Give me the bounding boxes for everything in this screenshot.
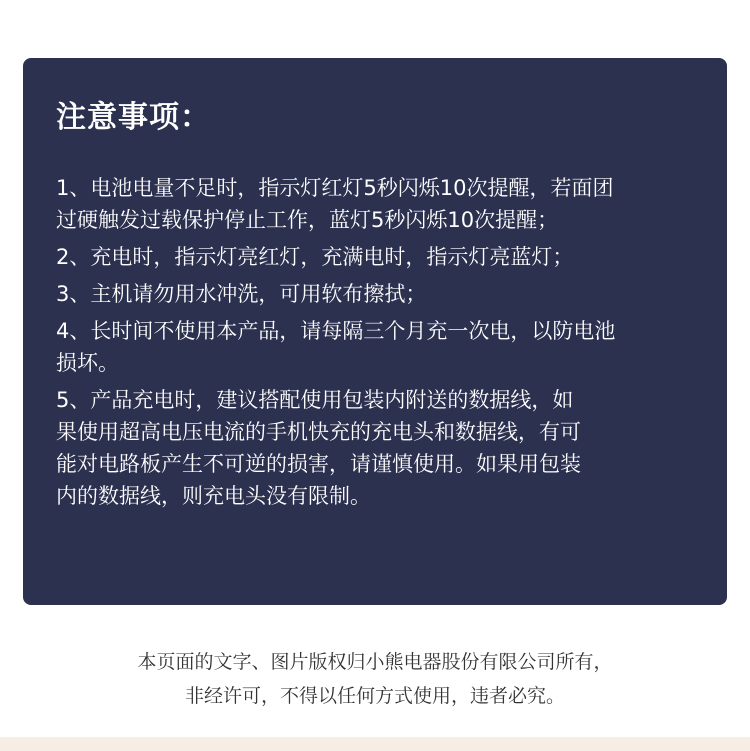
notice-item-1 (56, 172, 697, 236)
copyright-line-2: 非经许可，不得以任何方式使用，违者必究。 (184, 685, 565, 707)
notice-item-5-line-2: 果使用超高电压电流的手机快充的充电头和数据线，有可 (56, 420, 581, 444)
notice-item-5 (56, 384, 697, 512)
copyright-line-1: 本页面的文字、图片版权归小熊电器股份有限公司所有， (137, 651, 613, 673)
notice-item-5-line-3: 能对电路板产生不可逆的损害，请谨慎使用。如果用包装 (56, 452, 581, 476)
notice-item-2 (56, 241, 697, 273)
bottom-band (0, 737, 750, 751)
notice-item-4-line-2: 损坏。 (56, 351, 119, 375)
notice-item-5-line-4: 内的数据线，则充电头没有限制。 (56, 484, 371, 508)
notice-item-1-line-2: 过硬触发过载保护停止工作，蓝灯5秒闪烁10次提醒； (56, 208, 559, 232)
notice-card (23, 58, 727, 605)
notice-item-3 (56, 278, 697, 310)
notice-item-1-line-1: 1、电池电量不足时，指示灯红灯5秒闪烁10次提醒，若面团 (56, 176, 614, 200)
notice-item-4-line-1: 4、长时间不使用本产品，请每隔三个月充一次电，以防电池 (56, 319, 616, 343)
notice-item-2-line-1: 2、充电时，指示灯亮红灯，充满电时，指示灯亮蓝灯； (56, 245, 574, 269)
notice-item-4 (56, 315, 697, 379)
notice-item-5-line-1: 5、产品充电时，建议搭配使用包装内附送的数据线，如 (56, 388, 574, 412)
notice-item-3-line-1: 3、主机请勿用水冲洗，可用软布擦拭； (56, 282, 427, 306)
notice-list (56, 172, 697, 512)
notice-title: 注意事项： (56, 100, 211, 135)
copyright-notice (0, 645, 750, 713)
